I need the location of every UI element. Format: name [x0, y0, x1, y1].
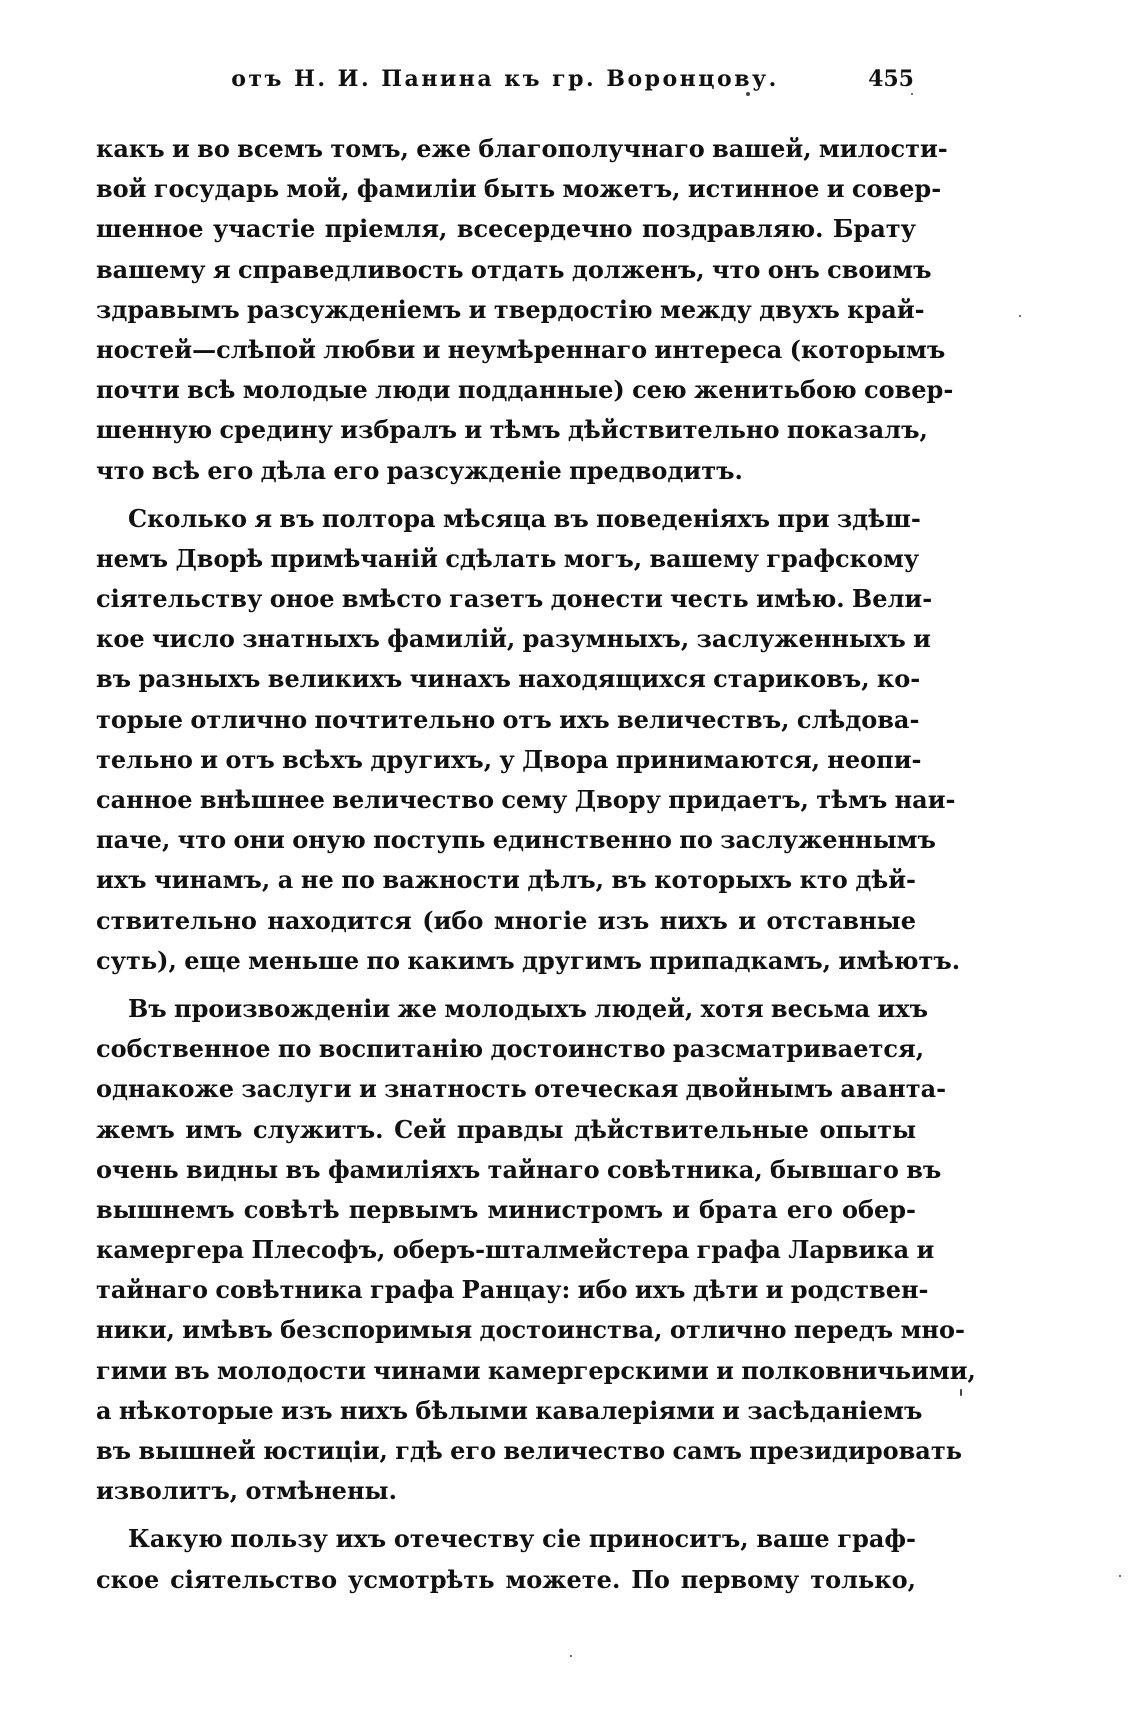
- text-line: ствительно находится (ибо многіе изъ нихъ и отставные: [96, 905, 916, 935]
- paragraph-4: [96, 1519, 916, 1599]
- text-line: однакоже заслуги и знатность отеческая двойнымъ аванта-: [96, 1074, 947, 1104]
- text-line: вой государь мой, фамиліи быть можетъ, истинное и совер-: [96, 174, 942, 204]
- text-line: вашему я справедливость отдать долженъ, что онъ своимъ: [96, 254, 932, 284]
- text-line: тельно и отъ всѣхъ другихъ, у Двора принимаются, неопи-: [96, 744, 922, 774]
- text-line: жемъ имъ служитъ. Сей правды дѣйствительные опыты: [96, 1114, 916, 1144]
- scan-speck: [1019, 315, 1021, 317]
- text-line: ностей—слѣпой любви и неумѣреннаго интереса (которымъ: [96, 334, 946, 364]
- text-line: въ разныхъ великихъ чинахъ находящихся стариковъ, ко-: [96, 664, 921, 694]
- text-line: ники, имѣвъ безспоримыя достоинства, отлично передъ мно-: [96, 1315, 965, 1345]
- text-line: въ вышней юстиціи, гдѣ его величество самъ президировать: [96, 1436, 962, 1465]
- text-line: шенную средину избралъ и тѣмъ дѣйствительно показалъ,: [96, 415, 928, 445]
- text-line: почти всѣ молодые люди подданные) сею женитьбою совер-: [96, 375, 954, 405]
- scan-speck: [1119, 1575, 1121, 1577]
- text-line: тайнаго совѣтника графа Ранцау: ибо ихъ дѣти и родствен-: [96, 1275, 929, 1305]
- text-line: ское сіятельство усмотрѣть можете. По первому только,: [96, 1564, 916, 1594]
- paragraph-2: [96, 499, 961, 981]
- text-line: а нѣкоторые изъ нихъ бѣлыми кавалеріями и засѣданіемъ: [96, 1395, 923, 1425]
- text-line: шенное участіе пріемля, всесердечно поздравляю. Брату: [96, 214, 916, 244]
- scan-speck: [746, 92, 750, 96]
- text-line: Въ произвожденіи же молодыхъ людей, хотя весьма ихъ: [128, 993, 929, 1023]
- text-line: здравымъ разсужденіемъ и твердостію между двухъ край-: [96, 294, 925, 324]
- text-line: паче, что они оную поступь единственно по заслуженнымъ: [96, 825, 936, 855]
- text-line: Сколько я въ полтора мѣсяца въ поведеніяхъ при здѣш-: [128, 503, 921, 533]
- text-line: ихъ чинамъ, а не по важности дѣлъ, въ которыхъ кто дѣй-: [96, 865, 916, 895]
- scan-speck: [570, 1655, 572, 1657]
- text-line: очень видны въ фамиліяхъ тайнаго совѣтника, бывшаго въ: [96, 1154, 942, 1184]
- text-line: сіятельству оное вмѣсто газетъ донести честь имѣю. Вели-: [96, 584, 933, 614]
- scan-speck: [911, 93, 913, 95]
- body-text: [96, 129, 976, 1600]
- text-line: немъ Дворѣ примѣчаній сдѣлать могъ, вашему графскому: [96, 543, 920, 573]
- scan-speck: [960, 1389, 962, 1396]
- text-line: кое число знатныхъ фамилій, разумныхъ, заслуженныхъ и: [96, 624, 931, 654]
- text-line: Какую пользу ихъ отечеству сіе приноситъ, ваше граф-: [128, 1524, 916, 1554]
- paragraph-1: [96, 129, 954, 491]
- text-line: что всѣ его дѣла его разсужденіе предводитъ.: [96, 455, 743, 485]
- text-line: изволитъ, отмѣнены.: [96, 1476, 397, 1506]
- text-line: какъ и во всемъ томъ, еже благополучнаго вашей, милости-: [96, 134, 948, 163]
- text-line: камергера Плесофъ, оберъ-шталмейстера графа Ларвика и: [96, 1235, 935, 1265]
- running-head: [96, 66, 914, 96]
- text-line: суть), еще меньше по какимъ другимъ припадкамъ, имѣютъ.: [96, 945, 961, 975]
- text-line: торые отлично почтительно отъ ихъ величествъ, слѣдова-: [96, 704, 920, 734]
- text-line: санное внѣшнее величество сему Двору придаетъ, тѣмъ наи-: [96, 785, 956, 814]
- paragraph-3: [96, 989, 976, 1511]
- text-line: собственное по воспитанію достоинство разсматривается,: [96, 1034, 925, 1064]
- text-line: гими въ молодости чинами камергерскими и полковничьими,: [96, 1355, 976, 1385]
- text-line: вышнемъ совѣтѣ первымъ министромъ и брата его обер-: [96, 1194, 916, 1224]
- page-number: 455: [868, 66, 914, 92]
- running-title: отъ Н. И. Панина къ гр. Воронцову.: [231, 66, 779, 92]
